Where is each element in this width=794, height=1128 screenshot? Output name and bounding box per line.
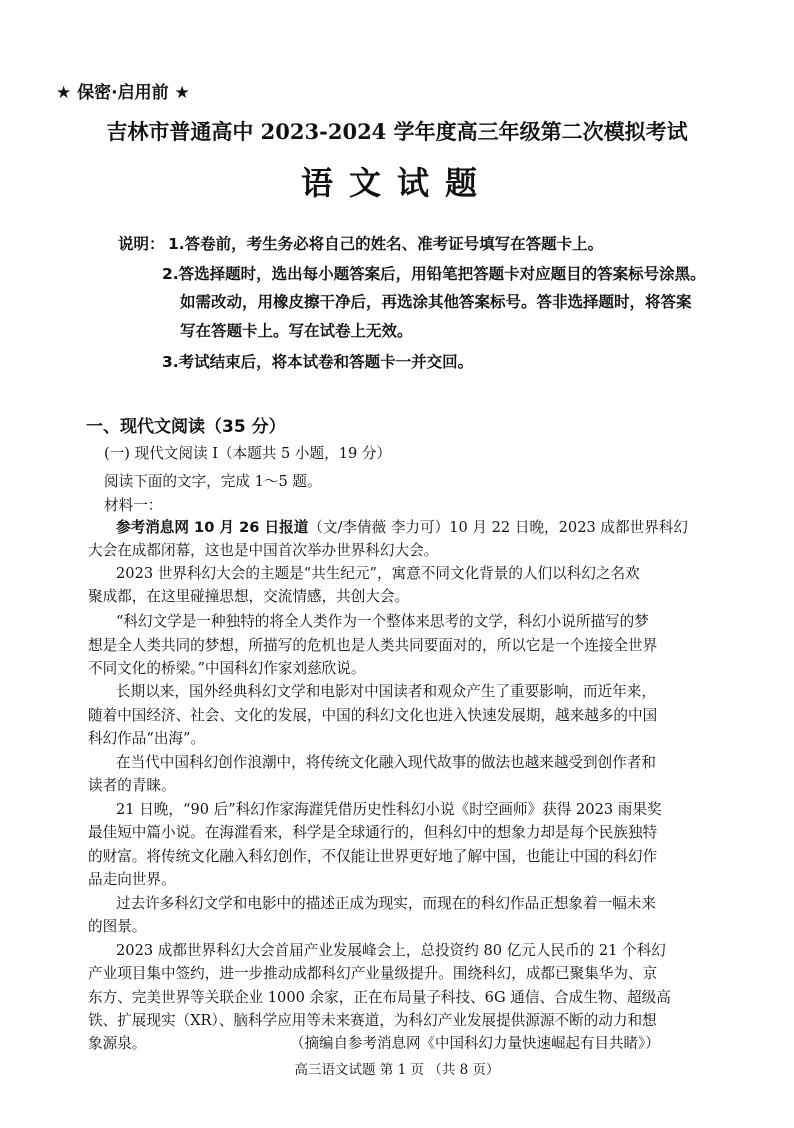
article-line: “科幻文学是一种独特的将全人类作为一个整体来思考的文学，科幻小说所描写的梦 — [116, 613, 649, 630]
article-line: 过去许多科幻文学和电影中的描述正成为现实，而现在的科幻作品正想象着一幅未来 — [116, 895, 656, 912]
section-heading: 一、现代文阅读（35 分） — [86, 417, 286, 437]
article-line: 象源泉。 — [88, 1035, 147, 1052]
article-line: 聚成都，在这里碰撞思想，交流情感，共创大会。 — [88, 588, 410, 605]
article-line: 不同文化的桥梁。”中国科幻作家刘慈欣说。 — [88, 660, 366, 677]
article-lead: 参考消息网 10 月 26 日报道 — [116, 519, 309, 536]
article-line: 参考消息网 10 月 26 日报道（文/李倩薇 李力可）10 月 22 日晚，2023 成都世界科幻 — [116, 519, 688, 536]
material-label: 材料一： — [104, 497, 163, 514]
article-line: 品走向世界。 — [88, 871, 176, 888]
article-source: （摘编自参考消息网《中国科幻力量快速崛起有目共睹》） — [290, 1036, 660, 1052]
exam-title: 吉林市普通高中 2023-2024 学年度高三年级第二次模拟考试 — [106, 119, 688, 144]
article-line: 科幻作品“出海”。 — [88, 730, 206, 747]
article-line: 的财富。将传统文化融入科幻创作，不仅能让世界更好地了解中国，也能让中国的科幻作 — [88, 848, 658, 865]
instruction-item: 3.考试结束后，将本试卷和答题卡一并交回。 — [162, 353, 474, 371]
article-line: 随着中国经济、社会、文化的发展，中国的科幻文化也进入快速发展期，越来越多的中国 — [88, 707, 658, 724]
article-line: 铁、扩展现实（XR）、脑科学应用等未来赛道，为科幻产业发展提供源源不断的动力和想 — [88, 1012, 657, 1029]
article-line: 长期以来，国外经典科幻文学和电影对中国读者和观众产生了重要影响，而近年来， — [116, 683, 656, 700]
sub-section-heading: (一) 现代文阅读 I（本题共 5 小题，19 分） — [104, 445, 392, 462]
article-line: 读者的青睐。 — [88, 777, 176, 794]
instruction-item: 1.答卷前，考生务必将自己的姓名、准考证号填写在答题卡上。 — [168, 235, 604, 253]
article-line: 最佳短中篇小说。在海漄看来，科学是全球通行的，但科幻中的想象力却是每个民族独特 — [88, 824, 658, 841]
task-instruction: 阅读下面的文字，完成 1～5 题。 — [104, 473, 322, 490]
article-line: 2023 世界科幻大会的主题是“共生纪元”，寓意不同文化背景的人们以科幻之名欢 — [116, 565, 640, 582]
instructions-label: 说明： — [118, 235, 165, 253]
article-line: 的图景。 — [88, 918, 147, 935]
article-line: 21 日晚，“90 后”科幻作家海漄凭借历史性科幻小说《时空画师》获得 2023 雨果奖 — [116, 801, 662, 818]
page-footer: 高三语文试题 第 1 页 （共 8 页） — [294, 1062, 500, 1078]
instruction-item: 2.答选择题时，选出每小题答案后，用铅笔把答题卡对应题目的答案标号涂黑。 — [162, 265, 706, 283]
article-line: 在当代中国科幻创作浪潮中，将传统文化融入现代故事的做法也越来越受到创作者和 — [116, 754, 656, 771]
article-line: 产业项目集中签约，进一步推动成都科幻产业量级提升。围绕科幻，成都已聚集华为、京 — [88, 965, 658, 982]
instruction-item: 写在答题卡上。写在试卷上无效。 — [180, 322, 413, 340]
article-line: 大会在成都闭幕，这也是中国首次举办世界科幻大会。 — [88, 542, 439, 559]
confidential-mark: ★ 保密·启用前 ★ — [56, 83, 190, 103]
article-line: 想是全人类共同的梦想，所描写的危机也是人类共同要面对的，所以它是一个连接全世界 — [88, 637, 658, 654]
article-line: 2023 成都世界科幻大会首届产业发展峰会上，总投资约 80 亿元人民币的 21 个科幻 — [116, 942, 666, 959]
instruction-item: 如需改动，用橡皮擦干净后，再选涂其他答案标号。答非选择题时，将答案 — [180, 293, 692, 311]
subject-title: 语文试题 — [300, 164, 493, 202]
article-line: 东方、完美世界等关联企业 1000 余家，正在布局量子科技、6G 通信、合成生物、超级高 — [88, 989, 671, 1006]
